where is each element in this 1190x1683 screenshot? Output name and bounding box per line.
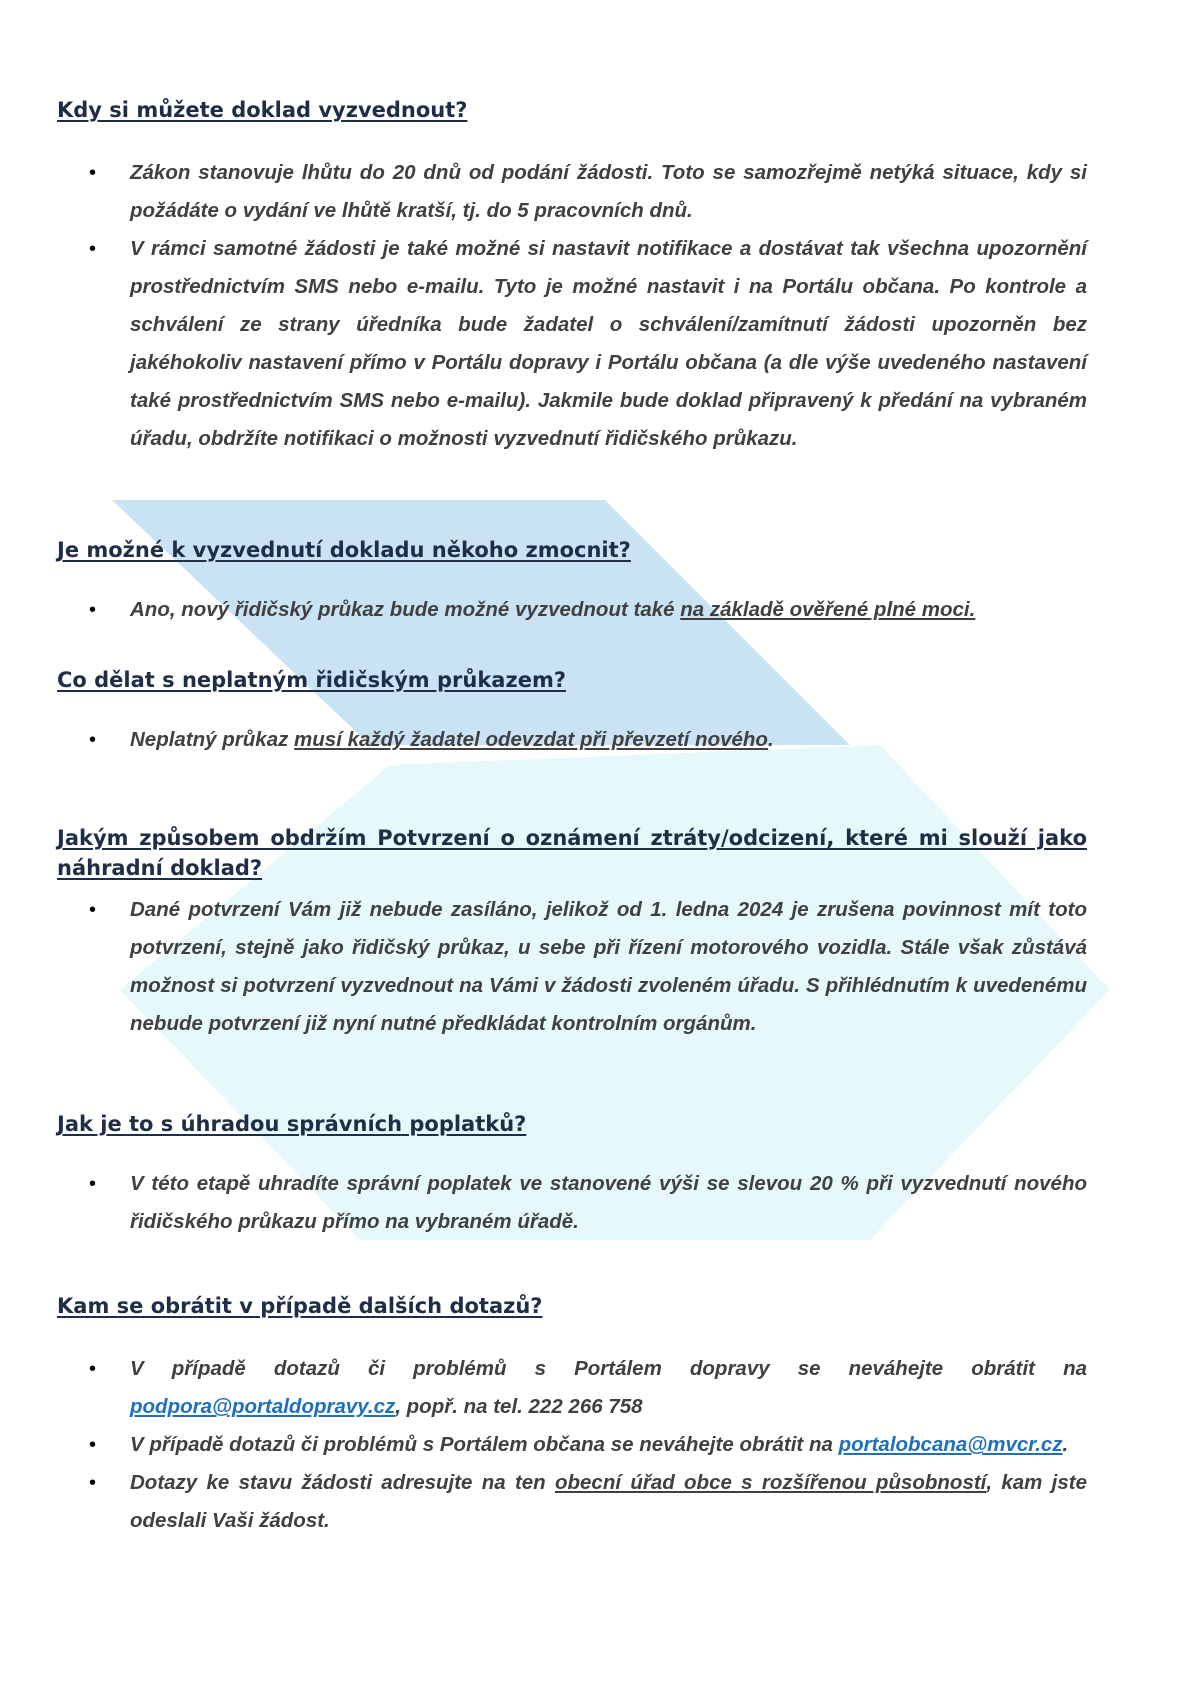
list-item: • V této etapě uhradíte správní poplatek ve stanovené výši se slevou 20 % při vyzvednutí nového řidičského průkazu přímo na vybraném úřadě.: [57, 1165, 1087, 1241]
list-item: • Zákon stanovuje lhůtu do 20 dnů od podání žádosti. Toto se samozřejmě netýká situace, kdy si požádáte o vydání ve lhůtě kratší, tj. do 5 pracovních dnů.: [57, 154, 1087, 230]
section-loss-confirmation: [57, 823, 1087, 1043]
bullet-list: [57, 591, 1087, 629]
list-item: • Ano, nový řidičský průkaz bude možné vyzvednout také na základě ověřené plné moci.: [57, 591, 1087, 629]
section-heading: Co dělat s neplatným řidičským průkazem?: [57, 668, 567, 692]
list-item: • Dané potvrzení Vám již nebude zasíláno, jelikož od 1. ledna 2024 je zrušena povinnost mít toto potvrzení, stejně jako řidičský průkaz, u sebe při řízení motorového vozidla. Stále však zůstává možnost si potvrzení vyzvednout na Vámi v žádosti zvoleném úřadu. S přihlédnutím k uvedenému nebude potvrzení již nyní nutné předkládat kontrolním orgánům.: [57, 891, 1087, 1043]
email-link-portaldopravy[interactable]: podpora@portaldopravy.cz: [130, 1395, 396, 1418]
section-fees: [57, 1109, 1087, 1241]
section-heading: Kam se obrátit v případě dalších dotazů?: [57, 1294, 543, 1318]
underlined-text: obecní úřad obce s rozšířenou působností: [554, 1471, 987, 1494]
list-item: • V rámci samotné žádosti je také možné si nastavit notifikace a dostávat tak všechna upozornění prostřednictvím SMS nebo e-mailu. Tyto je možné nastavit i na Portálu občana. Po kontrole a schválení ze strany úředníka bude žadatel o schválení/zamítnutí žádosti upozorněn bez jakéhokoliv nastavení přímo v Portálu dopravy i Portálu občana (a dle výše uvedeného nastavení také prostřednictvím SMS nebo e-mailu). Jakmile bude doklad připravený k předání na vybraném úřadu, obdržíte notifikaci o možnosti vyzvednutí řidičského průkazu.: [57, 230, 1087, 458]
list-item: • V případě dotazů či problémů s Portálem dopravy se neváhejte obrátit na podpora@portaldopravy.cz, popř. na tel. 222 266 758: [57, 1350, 1087, 1426]
list-item: • Neplatný průkaz musí každý žadatel odevzdat při převzetí nového.: [57, 721, 1087, 759]
list-item: • Dotazy ke stavu žádosti adresujte na ten obecní úřad obce s rozšířenou působností, kam jste odeslali Vaši žádost.: [57, 1464, 1087, 1540]
section-contacts: [57, 1291, 1087, 1540]
email-link-portalobcana[interactable]: portalobcana@mvcr.cz: [838, 1433, 1063, 1456]
list-item: • V případě dotazů či problémů s Portálem občana se neváhejte obrátit na portalobcana@mvcr.cz.: [57, 1426, 1087, 1464]
bullet-list: [57, 1165, 1087, 1241]
bullet-list: [57, 1350, 1087, 1540]
section-heading: Je možné k vyzvednutí dokladu někoho zmocnit?: [57, 538, 631, 562]
section-authorization: [57, 535, 1087, 629]
bullet-list: [57, 721, 1087, 759]
underlined-text: na základě ověřené plné moci.: [680, 598, 976, 621]
section-heading: Jakým způsobem obdržím Potvrzení o oznámení ztráty/odcizení, které mi slouží jako náhradní doklad?: [57, 826, 1087, 880]
section-invalid-license: [57, 665, 1087, 759]
section-heading: Kdy si můžete doklad vyzvednout?: [57, 98, 468, 122]
section-pickup-time: [57, 95, 1087, 458]
section-heading: Jak je to s úhradou správních poplatků?: [57, 1112, 527, 1136]
bullet-list: [57, 891, 1087, 1043]
bullet-list: [57, 154, 1087, 458]
underlined-text: musí každý žadatel odevzdat při převzetí nového: [294, 728, 768, 751]
